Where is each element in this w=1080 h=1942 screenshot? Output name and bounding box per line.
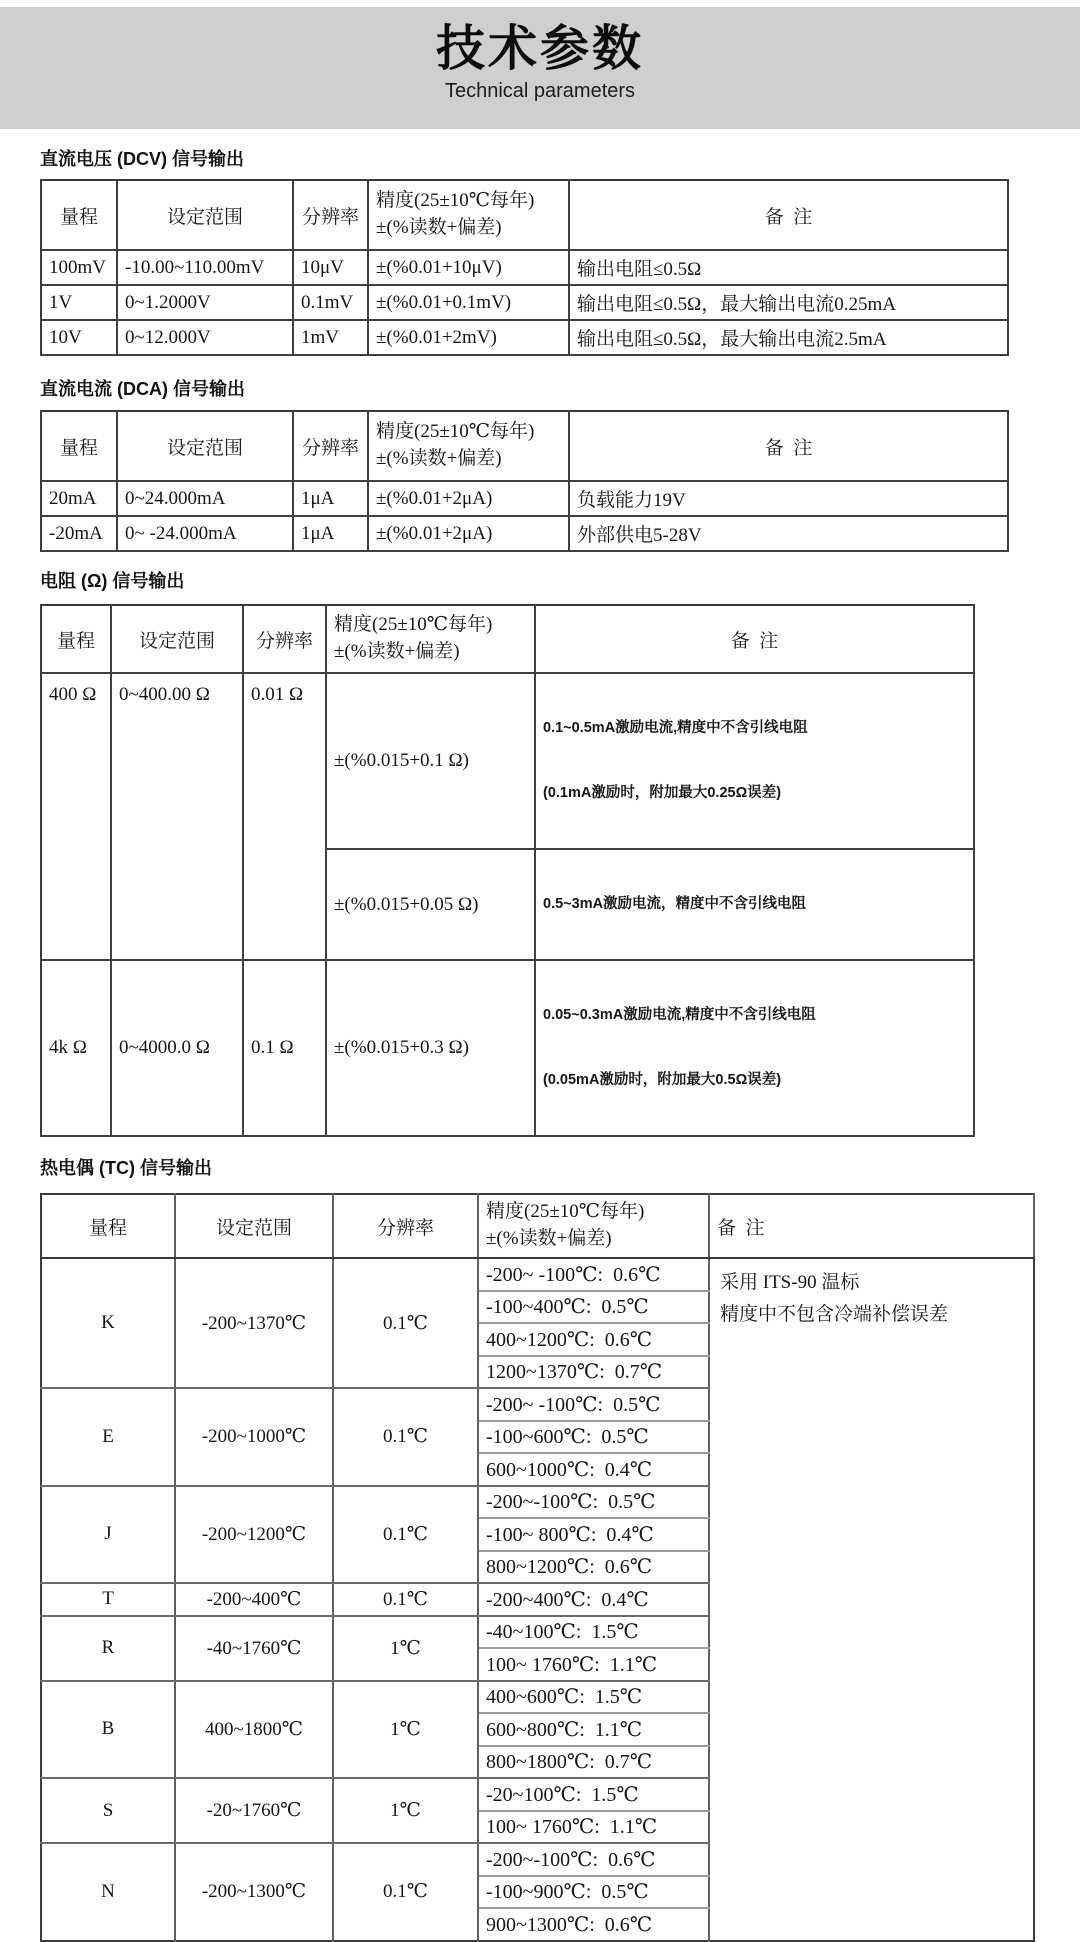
cell-accuracy: 800~1200℃: 0.6℃ (478, 1551, 709, 1584)
cell-set-range: -10.00~110.00mV (117, 250, 293, 285)
cell-accuracy: -40~100℃: 1.5℃ (478, 1616, 709, 1649)
accuracy-header-line2: ±(%读数+偏差) (334, 641, 460, 662)
cell-accuracy: -200~ -100℃: 0.6℃ (478, 1258, 709, 1291)
page-content (40, 148, 1080, 1942)
cell-accuracy: ±(%0.015+0.1 Ω) (326, 673, 535, 849)
cell-accuracy: 600~800℃: 1.1℃ (478, 1713, 709, 1746)
dcv-row (41, 250, 1008, 285)
cell-accuracy: 1200~1370℃: 0.7℃ (478, 1356, 709, 1389)
cell-type: K (41, 1258, 175, 1388)
dcv-section-title: 直流电压 (DCV) 信号输出 (40, 149, 244, 169)
ohm-header-remark: 备 注 (535, 605, 974, 673)
cell-accuracy: -100~900℃: 0.5℃ (478, 1876, 709, 1909)
dca-header-resolution: 分辨率 (293, 411, 368, 481)
accuracy-header-line2: ±(%读数+偏差) (376, 217, 502, 238)
remark-line1: 0.1~0.5mA激励电流,精度中不含引线电阻 (543, 720, 808, 736)
cell-type: E (41, 1388, 175, 1486)
ohm-header-resolution: 分辨率 (243, 605, 326, 673)
tc-table (40, 1193, 1035, 1942)
cell-accuracy: 600~1000℃: 0.4℃ (478, 1453, 709, 1486)
page-title: 技术参数 (435, 22, 644, 76)
tc-row-K (41, 1258, 1034, 1291)
dcv-header-resolution: 分辨率 (293, 180, 368, 250)
ohm-header-accuracy (326, 605, 535, 673)
cell-range: 400 Ω (41, 673, 111, 960)
cell-remark: 输出电阻≤0.5Ω (569, 250, 1008, 285)
cell-range: 4k Ω (41, 960, 111, 1136)
cell-resolution: 1℃ (333, 1778, 478, 1843)
cell-resolution: 0.1℃ (333, 1388, 478, 1486)
tc-header-accuracy (478, 1194, 709, 1258)
cell-type: S (41, 1778, 175, 1843)
accuracy-header-line2: ±(%读数+偏差) (486, 1228, 612, 1250)
cell-remark (535, 673, 974, 849)
ohm-row-4k (41, 960, 974, 1136)
cell-type: J (41, 1486, 175, 1584)
cell-accuracy: 400~600℃: 1.5℃ (478, 1681, 709, 1714)
cell-remark: 输出电阻≤0.5Ω，最大输出电流0.25mA (569, 285, 1008, 320)
accuracy-header-line1: 精度(25±10℃每年) (376, 421, 535, 443)
dca-row (41, 516, 1008, 551)
cell-accuracy: ±(%0.01+10μV) (368, 250, 569, 285)
cell-range: 20mA (41, 481, 117, 516)
cell-accuracy: 800~1800℃: 0.7℃ (478, 1746, 709, 1779)
cell-accuracy: -200~400℃: 0.4℃ (478, 1583, 709, 1616)
ohm-header-row (41, 605, 974, 673)
tc-header-set-range: 设定范围 (175, 1194, 333, 1258)
cell-remark: 输出电阻≤0.5Ω，最大输出电流2.5mA (569, 320, 1008, 355)
dcv-header-remark: 备 注 (569, 180, 1008, 250)
ohm-section-title: 电阻 (Ω) 信号输出 (40, 571, 185, 591)
cell-resolution: 0.1℃ (333, 1486, 478, 1584)
cell-resolution: 0.1℃ (333, 1583, 478, 1616)
cell-set-range: 0~1.2000V (117, 285, 293, 320)
cell-accuracy: 900~1300℃: 0.6℃ (478, 1908, 709, 1941)
accuracy-header-line1: 精度(25±10℃每年) (376, 190, 535, 212)
dcv-row (41, 285, 1008, 320)
cell-accuracy: ±(%0.01+2mV) (368, 320, 569, 355)
page-subtitle: Technical parameters (444, 80, 636, 102)
cell-accuracy: -200~ -100℃: 0.5℃ (478, 1388, 709, 1421)
dca-row (41, 481, 1008, 516)
accuracy-header-line2: ±(%读数+偏差) (376, 448, 502, 469)
cell-accuracy: -20~100℃: 1.5℃ (478, 1778, 709, 1811)
cell-type: R (41, 1616, 175, 1681)
cell-resolution: 0.1℃ (333, 1843, 478, 1941)
cell-accuracy: 100~ 1760℃: 1.1℃ (478, 1811, 709, 1844)
dcv-header-set-range: 设定范围 (117, 180, 293, 250)
remark-line1: 0.05~0.3mA激励电流,精度中不含引线电阻 (543, 1007, 816, 1024)
ohm-table (40, 604, 975, 1137)
cell-accuracy: -200~-100℃: 0.6℃ (478, 1843, 709, 1876)
cell-resolution: 1mV (293, 320, 368, 355)
page-banner (0, 7, 1080, 129)
cell-set-range: 0~ -24.000mA (117, 516, 293, 551)
dca-table (40, 410, 1009, 552)
cell-resolution: 1μA (293, 516, 368, 551)
dca-header-range: 量程 (41, 411, 117, 481)
cell-set-range: -20~1760℃ (175, 1778, 333, 1843)
cell-accuracy: ±(%0.01+0.1mV) (368, 285, 569, 320)
cell-accuracy: 400~1200℃: 0.6℃ (478, 1323, 709, 1356)
cell-accuracy: -100~600℃: 0.5℃ (478, 1421, 709, 1454)
dca-section-title: 直流电流 (DCA) 信号输出 (40, 379, 245, 399)
cell-set-range: 0~4000.0 Ω (111, 960, 243, 1136)
cell-accuracy: ±(%0.01+2μA) (368, 516, 569, 551)
cell-type: T (41, 1583, 175, 1616)
tc-header-resolution: 分辨率 (333, 1194, 478, 1258)
cell-set-range: -200~400℃ (175, 1583, 333, 1616)
tc-remark-cell (709, 1258, 1034, 1941)
cell-range: 10V (41, 320, 117, 355)
ohm-header-range: 量程 (41, 605, 111, 673)
cell-resolution: 10μV (293, 250, 368, 285)
dcv-header-range: 量程 (41, 180, 117, 250)
cell-remark: 外部供电5-28V (569, 516, 1008, 551)
cell-range: 1V (41, 285, 117, 320)
cell-remark: 负载能力19V (569, 481, 1008, 516)
cell-range: -20mA (41, 516, 117, 551)
remark-line1: 0.5~3mA激励电流，精度中不含引线电阻 (543, 896, 807, 913)
ohm-header-set-range: 设定范围 (111, 605, 243, 673)
cell-set-range: 400~1800℃ (175, 1681, 333, 1779)
cell-set-range: -40~1760℃ (175, 1616, 333, 1681)
cell-set-range: -200~1300℃ (175, 1843, 333, 1941)
dcv-header-accuracy (368, 180, 569, 250)
cell-resolution: 0.1mV (293, 285, 368, 320)
cell-accuracy: ±(%0.015+0.3 Ω) (326, 960, 535, 1136)
cell-accuracy: ±(%0.01+2μA) (368, 481, 569, 516)
dca-header-row (41, 411, 1008, 481)
cell-resolution: 1℃ (333, 1616, 478, 1681)
cell-set-range: -200~1370℃ (175, 1258, 333, 1388)
cell-resolution: 1℃ (333, 1681, 478, 1779)
cell-range: 100mV (41, 250, 117, 285)
cell-accuracy: -200~-100℃: 0.5℃ (478, 1486, 709, 1519)
cell-resolution: 0.1 Ω (243, 960, 326, 1136)
cell-resolution: 1μA (293, 481, 368, 516)
tc-remark-line1: 采用 ITS-90 温标 (720, 1272, 860, 1294)
cell-set-range: 0~12.000V (117, 320, 293, 355)
dcv-row (41, 320, 1008, 355)
cell-set-range: -200~1200℃ (175, 1486, 333, 1584)
ohm-row-400-sub1 (41, 673, 974, 849)
cell-set-range: 0~24.000mA (117, 481, 293, 516)
cell-remark (535, 849, 974, 960)
cell-accuracy: 100~ 1760℃: 1.1℃ (478, 1648, 709, 1681)
cell-accuracy: -100~ 800℃: 0.4℃ (478, 1518, 709, 1551)
cell-remark (535, 960, 974, 1136)
tc-remark-line2: 精度中不包含冷端补偿误差 (720, 1304, 949, 1326)
cell-set-range: -200~1000℃ (175, 1388, 333, 1486)
cell-accuracy: ±(%0.015+0.05 Ω) (326, 849, 535, 960)
accuracy-header-line1: 精度(25±10℃每年) (486, 1201, 645, 1223)
dcv-header-row (41, 180, 1008, 250)
cell-resolution: 0.01 Ω (243, 673, 326, 960)
tc-header-remark: 备 注 (709, 1194, 1034, 1258)
dcv-table (40, 179, 1009, 356)
cell-type: N (41, 1843, 175, 1941)
remark-line2: (0.05mA激励时，附加最大0.5Ω误差) (543, 1072, 782, 1089)
cell-resolution: 0.1℃ (333, 1258, 478, 1388)
dca-header-accuracy (368, 411, 569, 481)
tc-header-range: 量程 (41, 1194, 175, 1258)
cell-accuracy: -100~400℃: 0.5℃ (478, 1291, 709, 1324)
cell-set-range: 0~400.00 Ω (111, 673, 243, 960)
tc-header-row (41, 1194, 1034, 1258)
remark-line2: (0.1mA激励时，附加最大0.25Ω误差) (543, 785, 782, 802)
tc-section-title: 热电偶 (TC) 信号输出 (40, 1158, 212, 1179)
cell-type: B (41, 1681, 175, 1779)
dca-header-remark: 备 注 (569, 411, 1008, 481)
accuracy-header-line1: 精度(25±10℃每年) (334, 614, 493, 636)
dca-header-set-range: 设定范围 (117, 411, 293, 481)
